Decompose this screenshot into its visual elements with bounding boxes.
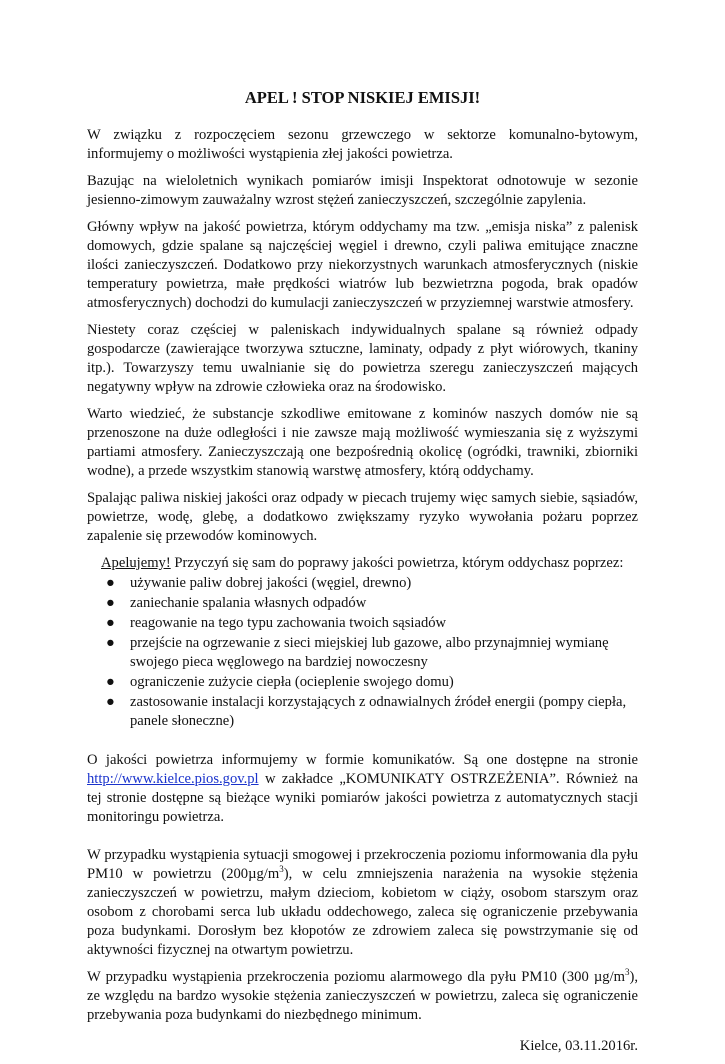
list-item-text: ograniczenie zużycie ciepła (ocieplenie swojego domu) — [130, 674, 454, 690]
bullet-icon: ● — [106, 635, 115, 651]
appeal-label: Apelujemy! — [101, 555, 171, 571]
paragraph-inform-level — [87, 846, 638, 960]
alarm-superscript: 3 — [624, 967, 630, 978]
document-date: Kielce, 03.11.2016r. — [519, 1038, 638, 1054]
list-item — [87, 594, 638, 613]
bullet-icon: ● — [106, 615, 115, 631]
document-page — [87, 88, 638, 1064]
info-text-after: w zakładce „KOMUNIKATY OSTRZEŻENIA”. Również na tej stronie dostępne są bieżące wyniki pomiarów jakości powietrza z automatycznych stacji monitoringu powietrza. — [87, 771, 638, 825]
inform-text-part2: ), w celu zmniejszenia narażenia na wysokie stężenia zanieczyszczeń w powietrzu, małym dzieciom, kobietom w ciąży, osobom starszym oraz osobom z chorobami serca lub układu oddechowego, zaleca się ograniczenie przebywania poza budynkami. Dorosłym bez kłopotów ze zdrowiem zaleca się powstrzymanie się od aktywności fizycznej na otwartym powietrzu. — [87, 866, 639, 958]
inform-text-part1: W przypadku wystąpienia sytuacji smogowej i przekroczenia poziomu informowania dla pyłu PM10 w powietrzu (200µg/m — [87, 847, 638, 882]
pios-website-link[interactable]: http://www.kielce.pios.gov.pl — [87, 771, 259, 787]
paragraph-poisoning: Spalając paliwa niskiej jakości oraz odpady w piecach trujemy więc samych siebie, sąsiadów, powietrze, wodę, glebę, a dodatkowo zwiększamy ryzyko wywołania pożaru poprzez zapalenie się przewodów kominowych. — [87, 490, 638, 544]
paragraph-low-emission: Główny wpływ na jakość powietrza, którym oddychamy ma tzw. „emisja niska” z palenisk domowych, gdzie spalane są najczęściej węgiel i drewno, czyli paliwa emitujące znaczne ilości zanieczyszczeń. Dodatkowo przy niekorzystnych warunkach atmosferycznych (niskie temperatury powietrza, małe prędkości wiatrów lub bezwietrzna pogoda, brak opadów atmosferycznych) dochodzi do kumulacji zanieczyszczeń w przyziemnej warstwie atmosfery. — [87, 219, 638, 311]
list-item-text: używanie paliw dobrej jakości (węgiel, drewno) — [130, 575, 412, 591]
document-title: APEL ! STOP NISKIEJ EMISJI! — [244, 88, 481, 107]
paragraph-alarm-level — [87, 968, 638, 1025]
paragraph-heating-season: W związku z rozpoczęciem sezonu grzewczego w sektorze komunalno-bytowym, informujemy o możliwości wystąpienia złej jakości powietrza. — [87, 127, 638, 162]
info-text-before: O jakości powietrza informujemy w formie komunikatów. Są one dostępne na stronie — [87, 752, 638, 768]
list-item — [87, 673, 638, 692]
bullet-icon: ● — [106, 595, 115, 611]
paragraph-waste-burning: Niestety coraz częściej w paleniskach indywidualnych spalane są również odpady gospodarcze (zawierające tworzywa sztuczne, laminaty, odpady z płyt wiórowych, tkaniny itp.). Towarzyszy temu uwalnianie się do powietrza szeregu zanieczyszczeń mających negatywny wpływ na zdrowie człowieka oraz na środowisko. — [87, 322, 638, 395]
paragraph-measurements: Bazując na wieloletnich wynikach pomiarów imisji Inspektorat odnotowuje w sezonie jesienno-zimowym zauważalny wzrost stężeń zanieczyszczeń, szczególnie zapylenia. — [87, 173, 638, 208]
list-item — [87, 693, 638, 731]
inform-superscript: 3 — [279, 864, 284, 875]
bullet-icon: ● — [106, 575, 115, 591]
list-item-text: zaniechanie spalania własnych odpadów — [130, 595, 367, 611]
recommendations-list — [87, 574, 638, 731]
list-item-text: zastosowanie instalacji korzystających z odnawialnych źródeł energii (pompy ciepła, panele słoneczne) — [130, 694, 627, 729]
appeal-intro — [101, 554, 638, 573]
bullet-icon: ● — [106, 694, 115, 710]
alarm-text-part2: ), ze względu na bardzo wysokie stężenia zanieczyszczeń w powietrzu, zaleca się ograniczenie przebywania poza budynkami do niezbędnego minimum. — [87, 969, 638, 1023]
list-item — [87, 614, 638, 633]
paragraph-local-pollution: Warto wiedzieć, że substancje szkodliwe emitowane z kominów naszych domów nie są przenoszone na duże odległości i nie zawsze mają możliwość wymieszania się z wyższymi partiami atmosfery. Zanieczyszczają one bezpośrednią okolicę (ogródki, trawniki, zbiorniki wodne), a przede wszystkim stanowią warstwę atmosfery, którą oddychamy. — [87, 406, 638, 479]
alarm-text-part1: W przypadku wystąpienia przekroczenia poziomu alarmowego dla pyłu PM10 (300 µg/m — [87, 969, 625, 985]
list-item-text: reagowanie na tego typu zachowania twoich sąsiadów — [130, 615, 447, 631]
list-item — [87, 574, 638, 593]
appeal-text: Przyczyń się sam do poprawy jakości powietrza, którym oddychasz poprzez: — [170, 555, 624, 571]
list-item — [87, 634, 638, 672]
paragraph-information — [87, 751, 638, 827]
bullet-icon: ● — [106, 674, 115, 690]
list-item-text: przejście na ogrzewanie z sieci miejskiej lub gazowe, albo przynajmniej wymianę swojego pieca węglowego na bardziej nowoczesny — [130, 635, 609, 670]
